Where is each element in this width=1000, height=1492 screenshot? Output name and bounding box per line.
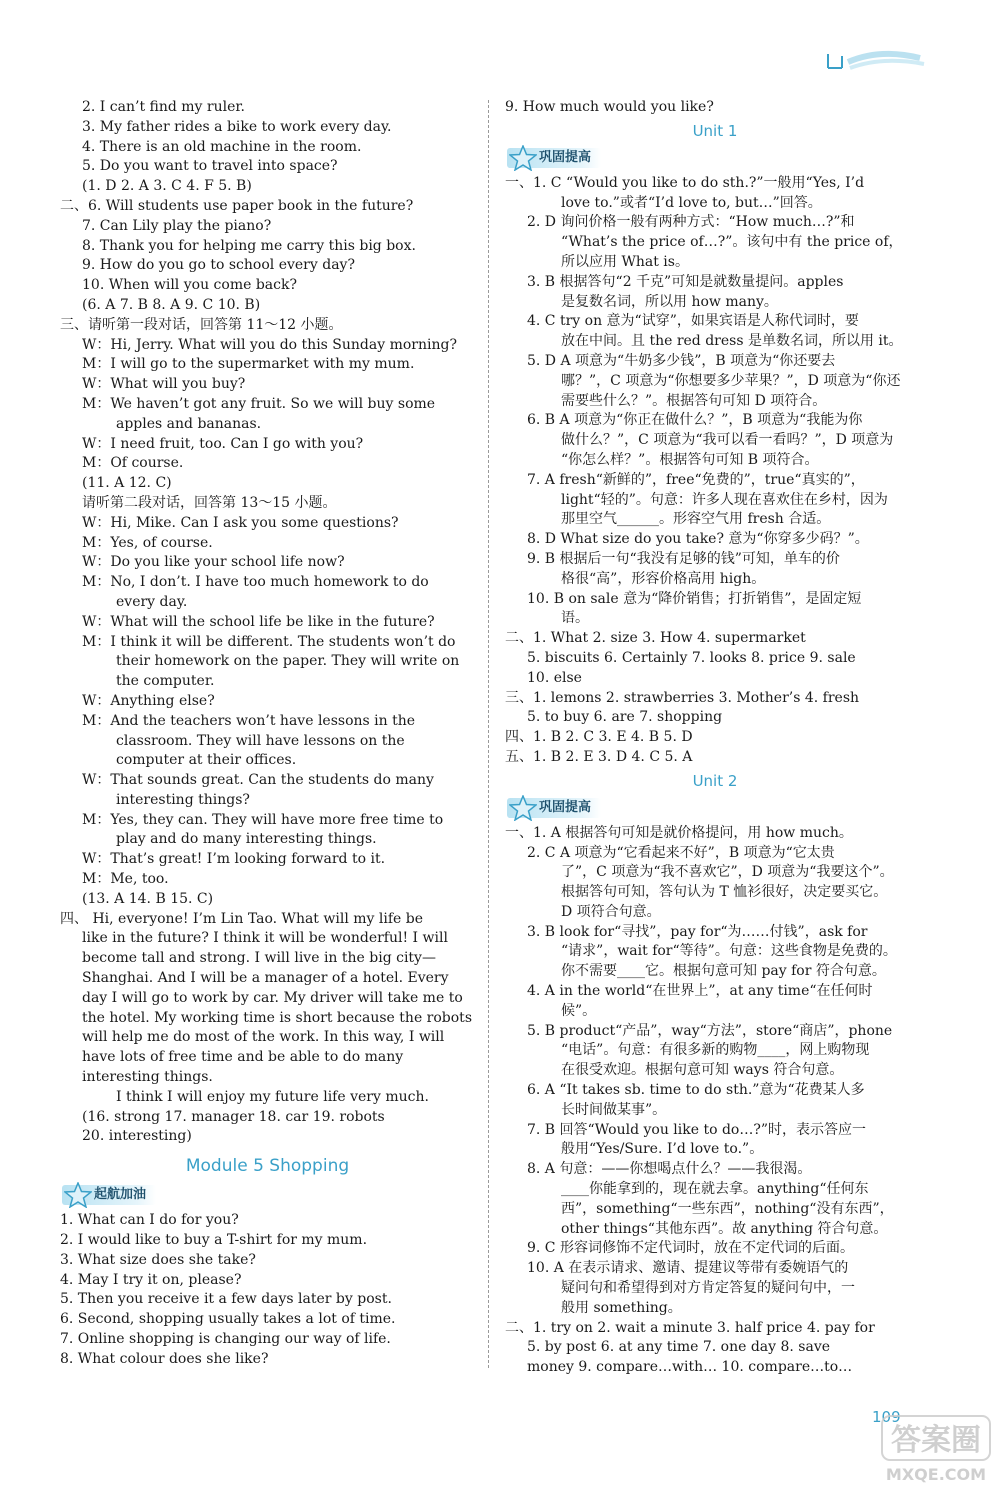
answer-line: 一、1. A 根据答句可知是就价格提问，用 how much。 bbox=[505, 824, 853, 841]
answer-line: money 9. compare…with… 10. compare…to… bbox=[527, 1359, 853, 1376]
answer-line: 7. A fresh“新鲜的”，free“免费的”，true“真实的”， bbox=[527, 471, 865, 488]
answer-line: “你怎么样？”。根据答句可知 B 项符合。 bbox=[561, 451, 819, 468]
badge-label: 起航加油 bbox=[62, 1185, 156, 1205]
dialogue-line: W：Anything else? bbox=[82, 692, 215, 709]
answer-line: “请求”，wait for“等待”。句意：这些食物是免费的。 bbox=[561, 943, 897, 960]
answer-line: 候”。 bbox=[561, 1002, 597, 1019]
passage-line: become tall and strong. I will live in the big city— bbox=[82, 950, 436, 967]
section-badge bbox=[507, 798, 601, 820]
answer-line: 7. Online shopping is changing our way of life. bbox=[60, 1331, 391, 1348]
dialogue-line: their homework on the paper. They will write on bbox=[116, 653, 460, 670]
answer-line: 根据答句可知，答句认为 T 恤衫很好，决定要买它。 bbox=[561, 884, 888, 901]
answer-line: 语。 bbox=[561, 610, 589, 627]
dialogue-line: M：No, I don’t. I have too much homework to do bbox=[82, 574, 429, 591]
page-number: 109 bbox=[872, 1408, 901, 1426]
answer-line: 2. I would like to buy a T-shirt for my mum. bbox=[60, 1232, 368, 1249]
dialogue-line: M：Yes, they can. They will have more free time to bbox=[82, 811, 444, 828]
passage-line: interesting things. bbox=[82, 1069, 213, 1086]
answer-line: 9. How do you go to school every day? bbox=[82, 257, 355, 274]
passage-line: 四、 Hi, everyone! I’m Lin Tao. What will my life be bbox=[60, 910, 424, 927]
left-column bbox=[60, 98, 475, 1370]
badge-label: 巩固提高 bbox=[507, 148, 601, 168]
answer-line: 8. Thank you for helping me carry this big box. bbox=[82, 237, 416, 254]
header-decoration bbox=[820, 38, 930, 78]
answer-line: 4. A in the world“在世界上”，at any time“在任何时 bbox=[527, 983, 873, 1000]
answer-line: (16. strong 17. manager 18. car 19. robots bbox=[82, 1108, 385, 1125]
answer-line: 6. B A 项意为“你正在做什么？”，B 项意为“我能为你 bbox=[527, 412, 863, 429]
watermark-logo bbox=[880, 1410, 992, 1486]
answer-line: 西”，something“一些东西”，nothing“没有东西”， bbox=[561, 1200, 894, 1217]
answer-line: 5. B product“产品”，way“方法”，store“商店”，phone bbox=[527, 1022, 893, 1039]
answer-line: 4. May I try it on, please? bbox=[60, 1271, 242, 1288]
answer-line: 哪？”，C 项意为“你想要多少苹果？”，D 项意为“你还 bbox=[561, 372, 901, 389]
badge-label: 巩固提高 bbox=[507, 798, 601, 818]
answer-line: 7. Can Lily play the piano? bbox=[82, 217, 272, 234]
answer-line: 5. biscuits 6. Certainly 7. looks 8. price 9. sale bbox=[527, 649, 856, 666]
dialogue-line: M：Me, too. bbox=[82, 871, 169, 888]
answer-line: 5. Do you want to travel into space? bbox=[82, 158, 338, 175]
answer-line: 10. else bbox=[527, 669, 582, 686]
dialogue-line: interesting things? bbox=[116, 791, 250, 808]
dialogue-line: M：And the teachers won’t have lessons in the bbox=[82, 712, 416, 729]
answer-line: ____你能拿到的，现在就去拿。anything“任何东 bbox=[561, 1181, 869, 1198]
answer-line: 5. by post 6. at any time 7. one day 8. save bbox=[527, 1339, 831, 1356]
answer-line: 做什么？”，C 项意为“我可以看一看吗？”，D 项意为 bbox=[561, 432, 894, 449]
dialogue-line: W：That sounds great. Can the students do many bbox=[82, 772, 434, 789]
dialogue-line: M：I will go to the supermarket with my mum. bbox=[82, 356, 415, 373]
dialogue-line: computer at their offices. bbox=[116, 752, 297, 769]
dialogue-line: every day. bbox=[116, 593, 188, 610]
answer-line: 1. What can I do for you? bbox=[60, 1212, 239, 1229]
answer-line: 般用“Yes/Sure. I’d love to.”。 bbox=[561, 1141, 764, 1158]
answer-line: light“轻的”。句意：许多人现在喜欢住在乡村，因为 bbox=[561, 491, 888, 508]
passage-line: like in the future? I think it will be wonderful! I will bbox=[82, 930, 448, 947]
answer-line: 二、1. What 2. size 3. How 4. supermarket bbox=[505, 630, 806, 647]
watermark-text-en: MXQE.COM bbox=[885, 1465, 987, 1484]
answer-line: 长时间做某事”。 bbox=[561, 1101, 667, 1118]
passage-line: the hotel. My working time is short because the robots bbox=[82, 1009, 472, 1026]
answer-line: 5. D A 项意为“牛奶多少钱”，B 项意为“你还要去 bbox=[527, 352, 836, 369]
dialogue-line: M：Yes, of course. bbox=[82, 534, 213, 551]
answer-line: 10. B on sale 意为“降价销售；打折销售”，是固定短 bbox=[527, 590, 862, 607]
dialogue-line: M：Of course. bbox=[82, 455, 184, 472]
right-column bbox=[505, 98, 925, 1378]
answer-line: 在很受欢迎。根据句意可知 ways 符合句意。 bbox=[561, 1062, 844, 1079]
module-title: Module 5 Shopping bbox=[185, 1156, 350, 1177]
column-divider bbox=[488, 100, 489, 1368]
answer-line: love to.”或者“I’d love to, but…”回答。 bbox=[561, 194, 822, 211]
star-icon bbox=[509, 145, 537, 171]
answer-line: 2. D 询问价格一般有两种方式：“How much…?”和 bbox=[527, 214, 855, 231]
section-badge bbox=[62, 1185, 156, 1207]
dialogue-line: W：I need fruit, too. Can I go with you? bbox=[82, 435, 364, 452]
answer-line: 疑问句和希望得到对方肯定答复的疑问句中，一 bbox=[561, 1280, 855, 1297]
answer-line: 9. B 根据后一句“我没有足够的钱”可知，单车的价 bbox=[527, 550, 840, 567]
answer-line: 8. A 句意：——你想喝点什么？——我很渴。 bbox=[527, 1161, 812, 1178]
dialogue-line: W：Hi, Jerry. What will you do this Sunday morning? bbox=[82, 336, 457, 353]
answer-line: D 项符合句意。 bbox=[561, 903, 661, 920]
answer-line: 8. D What size do you take? 意为“你穿多少码？”。 bbox=[527, 531, 869, 548]
answer-line: 8. What colour does she like? bbox=[60, 1350, 269, 1367]
dialogue-line: W：What will the school life be like in the future? bbox=[82, 613, 435, 630]
star-icon bbox=[509, 795, 537, 821]
dialogue-line: W：What will you buy? bbox=[82, 376, 246, 393]
unit-title: Unit 2 bbox=[692, 771, 738, 790]
answer-line: 二、6. Will students use paper book in the future? bbox=[60, 197, 414, 214]
answer-line: 那里空气______。形容空气用 fresh 合适。 bbox=[561, 511, 831, 528]
answer-line: 四、1. B 2. C 3. E 4. B 5. D bbox=[505, 729, 693, 746]
answer-line: 2. I can’t find my ruler. bbox=[82, 99, 245, 115]
answer-line: 10. A 在表示请求、邀请、提建议等带有委婉语气的 bbox=[527, 1260, 849, 1277]
answer-line: 9. How much would you like? bbox=[505, 99, 714, 115]
answer-line: “What’s the price of…?”。该句中有 the price of， bbox=[561, 234, 903, 251]
dialogue-line: W：Do you like your school life now? bbox=[82, 554, 345, 571]
unit-title: Unit 1 bbox=[692, 121, 738, 140]
answer-line: 20. interesting) bbox=[82, 1128, 192, 1145]
dialogue-line: M：I think it will be different. The students won’t do bbox=[82, 633, 456, 650]
dialogue-line: apples and bananas. bbox=[116, 415, 262, 432]
answer-line: 10. When will you come back? bbox=[82, 277, 297, 294]
answer-line: 所以应用 What is。 bbox=[561, 253, 689, 270]
answer-line: 需要些什么？”。根据答句可知 D 项符合。 bbox=[561, 392, 827, 409]
answer-line: 4. There is an old machine in the room. bbox=[82, 138, 362, 155]
dialogue-line: classroom. They will have lessons on the bbox=[116, 732, 405, 749]
answer-line: (1. D 2. A 3. C 4. F 5. B) bbox=[82, 178, 252, 195]
answer-line: (6. A 7. B 8. A 9. C 10. B) bbox=[82, 296, 261, 313]
answer-line: 二、1. try on 2. wait a minute 3. half price 4. pay for bbox=[505, 1319, 875, 1336]
answer-line: (11. A 12. C) bbox=[82, 475, 172, 492]
answer-line: 5. to buy 6. are 7. shopping bbox=[527, 709, 723, 726]
answer-line: 6. A “It takes sb. time to do sth.”意为“花费某人多 bbox=[527, 1082, 865, 1099]
answer-line: 一、1. C “Would you like to do sth.?”一般用“Yes, I’d bbox=[505, 174, 865, 191]
answer-line: 3. What size does she take? bbox=[60, 1251, 256, 1268]
section-heading: 三、请听第一段对话，回答第 11～12 小题。 bbox=[60, 316, 343, 333]
passage-line: day I will go to work by car. My driver will take me to bbox=[82, 989, 463, 1006]
passage-line: will help me do most of the work. In this way, I will bbox=[82, 1029, 445, 1046]
passage-line: have lots of free time and be able to do many bbox=[82, 1049, 404, 1066]
answer-line: 格很“高”，形容价格高用 high。 bbox=[561, 570, 766, 587]
answer-line: “电话”。句意：有很多新的购物____，网上购物现 bbox=[561, 1042, 870, 1059]
answer-line: 三、1. lemons 2. strawberries 3. Mother’s 4. fresh bbox=[505, 689, 860, 706]
star-icon bbox=[64, 1182, 92, 1208]
answer-line: 五、1. B 2. E 3. D 4. C 5. A bbox=[505, 748, 693, 765]
answer-line: 2. C A 项意为“它看起来不好”，B 项意为“它太贵 bbox=[527, 844, 835, 861]
answer-line: 3. B look for“寻找”，pay for“为……付钱”，ask for bbox=[527, 923, 868, 940]
answer-line: 般用 something。 bbox=[561, 1299, 682, 1316]
answer-line: other things“其他东西”。故 anything 符合句意。 bbox=[561, 1220, 888, 1237]
section-heading: 请听第二段对话，回答第 13～15 小题。 bbox=[82, 494, 337, 511]
answer-line: 5. Then you receive it a few days later by post. bbox=[60, 1291, 392, 1308]
answer-line: 3. My father rides a bike to work every day. bbox=[82, 118, 392, 135]
answer-line: 9. C 形容词修饰不定代词时，放在不定代词的后面。 bbox=[527, 1240, 854, 1257]
answer-line: (13. A 14. B 15. C) bbox=[82, 890, 214, 907]
answer-line: 是复数名词，所以用 how many。 bbox=[561, 293, 778, 310]
section-badge bbox=[507, 148, 601, 170]
passage-line: I think I will enjoy my future life very much. bbox=[116, 1088, 429, 1105]
answer-line: 放在中间。且 the red dress 是单数名词，所以用 it。 bbox=[561, 333, 903, 350]
answer-line: 7. B 回答“Would you like to do…?”时，表示答应一 bbox=[527, 1121, 867, 1138]
answer-line: 4. C try on 意为“试穿”，如果宾语是人称代词时，要 bbox=[527, 313, 859, 330]
dialogue-line: the computer. bbox=[116, 673, 215, 690]
watermark-text-cn: 答案圈 bbox=[891, 1423, 981, 1458]
dialogue-line: M：We haven’t got any fruit. So we will buy some bbox=[82, 395, 436, 412]
passage-line: Shanghai. And I will be a manager of a hotel. Every bbox=[82, 970, 449, 987]
answer-line: 6. Second, shopping usually takes a lot of time. bbox=[60, 1311, 396, 1328]
answer-line: 3. B 根据答句“2 千克”可知是就数量提问。apples bbox=[527, 273, 844, 290]
answer-line: 你不需要____它。根据句意可知 pay for 符合句意。 bbox=[561, 963, 886, 980]
dialogue-line: W：That’s great! I’m looking forward to it. bbox=[82, 851, 386, 868]
answer-line: 了”，C 项意为“我不喜欢它”，D 项意为“我要这个”。 bbox=[561, 864, 894, 881]
dialogue-line: W：Hi, Mike. Can I ask you some questions? bbox=[82, 514, 399, 531]
dialogue-line: play and do many interesting things. bbox=[116, 831, 377, 848]
